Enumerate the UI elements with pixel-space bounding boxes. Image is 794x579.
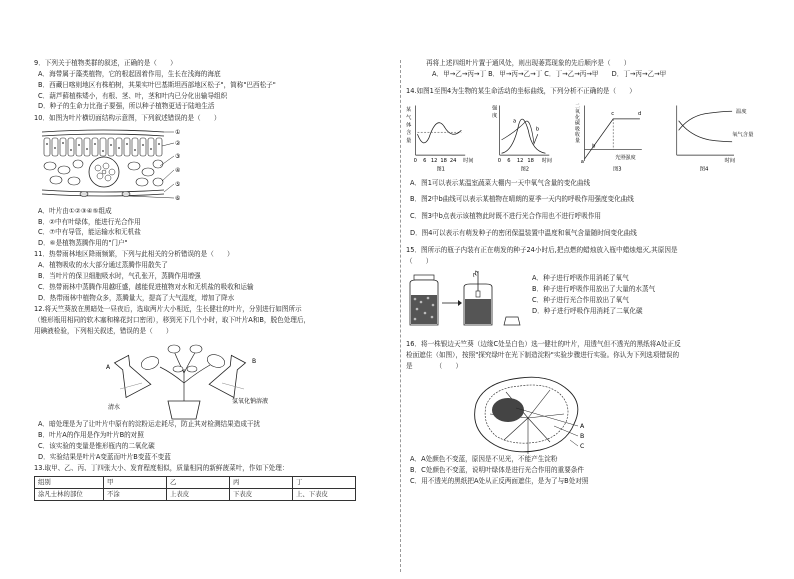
fig3-ylabel-2: 氧 xyxy=(574,108,580,115)
fig4-series-oxygen: 氧气含量 xyxy=(731,131,753,138)
q9-option-a: A．海带属于藻类植物，它的根起固着作用，生长在浅海的海底 xyxy=(38,70,221,79)
fig2-xtick: 0 xyxy=(497,157,502,164)
q13-options: A．甲→乙→丙→丁 B．甲→丙→乙→丁 C．丁→乙→丙→甲 D．丁→丙→乙→甲 xyxy=(432,70,667,79)
fig1-xlabel: 时间 xyxy=(463,157,474,164)
q11-option-c: C．热带雨林中蒸腾作用越旺盛，越能促进植物对水和无机盐的吸收和运输 xyxy=(38,282,254,291)
q12-option-a: A．暗处理是为了让叶片中原有的淀粉运走耗尽，防止其对检测结果造成干扰 xyxy=(38,420,261,429)
table-cell: 涂凡士林的部位 xyxy=(35,489,104,501)
fig10-label-2: ② xyxy=(175,139,181,147)
q12-stem-line-3: 用碘液检验，下列相关叙述，错误的是（ ） xyxy=(34,327,173,336)
question-9 xyxy=(34,60,389,111)
table-cell: 下表皮 xyxy=(230,489,293,501)
q16-option-b: B．C处颜色不变蓝，说明叶绿体是进行光合作用的重要条件 xyxy=(410,466,584,475)
question-14 xyxy=(406,88,766,237)
q15-option-a: A．种子进行呼吸作用消耗了氧气 xyxy=(532,274,629,283)
question-10 xyxy=(34,115,389,248)
fig1-xtick: 0 xyxy=(413,157,417,164)
fig10-label-1: ① xyxy=(175,128,181,136)
fig16-label-a: A xyxy=(580,423,585,431)
q14-figures xyxy=(406,100,766,174)
q15-stem-line-1: 15．图所示的瓶子内装有正在萌发的种子24小时后,把点燃的蜡烛放入瓶中蜡烛熄灭,其原因是 xyxy=(406,245,678,254)
fig2-caption: 图2 xyxy=(520,165,530,172)
q9-option-d: D．种子的生命力比孢子要强，所以种子植物更适于陆地生活 xyxy=(38,102,215,111)
fig3-ylabel-7: 量 xyxy=(574,137,580,144)
fig3-ylabel-3: 化 xyxy=(574,114,580,121)
fig1-ylabel-5: 量 xyxy=(406,137,412,144)
table-cell: 上表皮 xyxy=(167,489,230,501)
table-cell: 丁 xyxy=(293,477,356,489)
q12-option-b: B．叶片A的作用是作为叶片B的对照 xyxy=(38,431,144,440)
q14-option-d: D．图4可以表示有萌发种子的密闭保温装置中温度和氧气含量随时间变化曲线 xyxy=(410,228,637,237)
table-cell: 上、下表皮 xyxy=(293,489,356,501)
fig16-label-b: B xyxy=(580,433,585,441)
q13-stem: 13.取甲、乙、丙、丁四张大小、发育程度相似，质量相同的新鲜菠菜叶，作如下处理： xyxy=(34,463,289,472)
fig3-mark-c: c xyxy=(610,110,614,117)
q11-option-d: D．热带雨林中植物众多，蒸腾量大，提高了大气湿度，增加了降水 xyxy=(38,293,235,302)
table-cell: 丙 xyxy=(230,477,293,489)
fig4-xlabel: 时间 xyxy=(723,157,735,164)
table-row xyxy=(35,477,356,489)
fig2-xlabel: 时间 xyxy=(541,157,553,164)
table-cell: 组别 xyxy=(35,477,104,489)
q14-option-c: C．图3中b点表示该植物此时既不进行光合作用也不进行呼吸作用 xyxy=(410,212,602,221)
figure-2 xyxy=(492,100,566,174)
fig3-ylabel-1: 二 xyxy=(574,102,580,109)
question-15 xyxy=(406,247,766,331)
fig12-label-b: B xyxy=(252,358,257,366)
fig3-mark-a: a xyxy=(580,158,584,165)
variegated-leaf-figure xyxy=(450,374,610,456)
fig12-label-a: A xyxy=(106,364,111,372)
q9-stem: 9．下列关于植物类群的叙述，正确的是（ ） xyxy=(34,59,177,67)
q16-stem-line-1: 16．将一株银边天竺葵（边缘C处呈白色）选一健壮的叶片，用透气但不透光的黑纸将A处正反 xyxy=(406,339,681,348)
q12-option-c: C．该实验的变量是锥形瓶内的二氧化碳 xyxy=(38,441,155,450)
q14-option-b: B．图2中b曲线可以表示某植物在晴朗的夏季一天内的呼吸作用强度变化曲线 xyxy=(410,195,634,204)
fig1-ylabel-3: 体 xyxy=(406,122,412,129)
q15-body xyxy=(406,269,766,331)
fig10-label-5: ⑤ xyxy=(175,180,181,188)
q15-option-b: B．种子进行呼吸作用放出了大量的水蒸气 xyxy=(532,285,656,294)
fig1-caption: 图1 xyxy=(436,165,445,172)
fig1-ylabel-4: 含 xyxy=(406,129,412,136)
fig3-caption: 图3 xyxy=(612,165,622,172)
q12-option-d: D．实验结果是叶片A变蓝而叶片B变蓝不变蓝 xyxy=(38,452,171,461)
q12-stem-line-1: 12.将天竺葵放在黑暗处一昼夜后，选取两片大小相近，生长健壮的叶片，分别进行如图所示 xyxy=(34,304,302,313)
q9-option-b: B．西藏日喀则地区有株柏树，其果实叶巴基斯坦西部地区松子"，简称"巴西松子" xyxy=(38,80,276,89)
leaf-cross-section-figure xyxy=(34,126,184,208)
question-13-continued xyxy=(406,60,766,79)
left-column xyxy=(34,60,389,505)
fig3-mark-d: d xyxy=(637,110,641,117)
q11-stem: 11．热带雨林地区降雨频繁，下列与此相关的分析错误的是（ ） xyxy=(34,250,234,259)
table-row xyxy=(35,489,356,501)
exam-page xyxy=(8,60,786,572)
fig1-xtick: 24 xyxy=(449,157,457,164)
fig12-label-water: 清水 xyxy=(108,404,121,412)
fig10-label-6: ⑥ xyxy=(175,194,181,202)
fig3-xlabel: 光照强度 xyxy=(614,154,636,161)
figure-1 xyxy=(406,100,484,174)
fig1-xtick: 18 xyxy=(440,157,447,164)
fig16-label-c: C xyxy=(580,443,585,451)
q15-option-d: D．种子进行呼吸作用消耗了二氧化碳 xyxy=(532,306,643,315)
q9-option-c: C．葫芦藓植株矮小，有根、茎、叶，茎和叶内已分化出输导组织 xyxy=(38,91,228,100)
fig1-xtick: 12 xyxy=(430,157,438,164)
geranium-flask-figure xyxy=(82,339,282,421)
q10-stem: 10．如图为叶片横切面结构示意图，下列叙述错误的是（ ） xyxy=(34,113,221,122)
table-cell: 乙 xyxy=(167,477,230,489)
q11-option-a: A．植物吸收的水大部分通过蒸腾作用散失了 xyxy=(38,261,168,270)
fig2-mark-a: a xyxy=(513,118,517,125)
fig10-label-4: ④ xyxy=(175,166,181,174)
fig1-xtick: 6 xyxy=(423,157,427,164)
q15-stem-line-2: （ ） xyxy=(406,257,433,266)
fig2-xtick: 18 xyxy=(527,157,535,164)
q16-stem-line-2: 检面遮住（如图），按照"探究绿叶在光下制造淀粉"实验步骤进行实验。你认为下列选项错误的 xyxy=(406,351,680,360)
question-11 xyxy=(34,251,389,302)
fig3-ylabel-5: 吸 xyxy=(574,125,580,132)
table-cell: 不涂 xyxy=(104,489,167,501)
fig12-label-naoh: 氢氧化钠溶液 xyxy=(232,398,269,406)
q10-option-c: C．⑦中有导管，能运输水和无机盐 xyxy=(38,228,141,237)
fig4-series-temperature: 温度 xyxy=(735,108,747,115)
seed-jar-figure xyxy=(406,269,526,331)
fig2-ylabel-1: 强 xyxy=(492,104,498,111)
q16-stem-line-3: 是 （ ） xyxy=(406,362,463,371)
fig4-caption: 图4 xyxy=(699,165,708,172)
q10-option-d: D．⑥是植物蒸腾作用的"门户" xyxy=(38,239,128,248)
fig1-ylabel-2: 气 xyxy=(406,114,412,121)
q14-option-a: A．图1可以表示某温室蔬菜大棚内一天中氧气含量的变化曲线 xyxy=(410,178,591,187)
right-column xyxy=(406,60,766,489)
q13-cont-line: 再将上述四组叶片置于通风处，则出现萎蔫现象的先后顺序是（ ） xyxy=(426,59,631,67)
fig2-mark-b: b xyxy=(536,125,540,132)
column-divider xyxy=(400,60,401,572)
figure-3 xyxy=(575,100,663,174)
q10-option-a: A．叶片由①②③④⑤组成 xyxy=(38,206,112,215)
fig3-mark-b: b xyxy=(591,143,596,150)
q16-option-a: A．A处颜色不变蓝，原因是不见光，不能产生淀粉 xyxy=(410,455,558,464)
fig3-ylabel-6: 收 xyxy=(574,131,580,138)
fig2-xtick: 12 xyxy=(517,157,524,164)
fig10-label-3: ③ xyxy=(175,152,181,160)
question-13 xyxy=(34,465,389,501)
question-16 xyxy=(406,341,766,486)
q12-stem-line-2: （锥形瓶用相同的软木塞和棉花封口密闭），移到光下几个小时，取下叶片A和B，脱色处理后， xyxy=(34,316,311,325)
fig3-ylabel-4: 碳 xyxy=(574,120,580,127)
q11-option-b: B．当叶片的保卫细胞吸水时，气孔张开，蒸腾作用增强 xyxy=(38,272,201,281)
question-12 xyxy=(34,306,389,461)
table-cell: 甲 xyxy=(104,477,167,489)
fig1-ylabel-1: 某 xyxy=(406,106,412,113)
q16-option-c: C．用不透光的黑纸把A处从正反两面遮住，是为了与B处对照 xyxy=(410,476,589,485)
q15-option-c: C．种子进行光合作用放出了氧气 xyxy=(532,295,629,304)
fig2-ylabel-2: 度 xyxy=(492,112,498,119)
q14-stem: 14.如图1至图4为生物的某生命活动的坐标曲线，下列分析不正确的是（ ） xyxy=(406,87,636,96)
q15-options xyxy=(528,275,655,318)
q13-table xyxy=(34,476,356,501)
figure-4 xyxy=(671,100,766,174)
fig2-xtick: 6 xyxy=(507,157,511,164)
q10-option-b: B．②中有叶绿体，能进行光合作用 xyxy=(38,217,141,226)
